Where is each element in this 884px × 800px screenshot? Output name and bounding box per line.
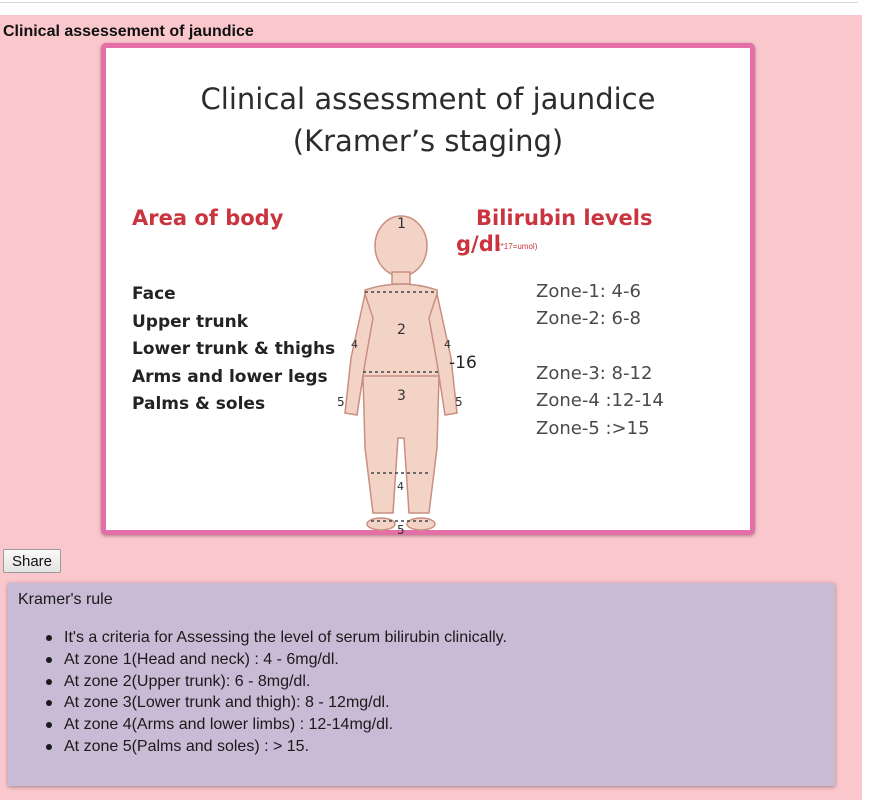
post-card <box>0 15 862 800</box>
zone-value: Zone-4 :12-14 <box>536 390 664 411</box>
list-item: It's a criteria for Assessing the level of serum bilirubin clinically. <box>46 627 507 649</box>
top-divider <box>0 2 858 3</box>
unit-label: g/dl <box>456 232 501 256</box>
area-item: Arms and lower legs <box>132 366 328 387</box>
infant-body-diagram <box>331 208 511 537</box>
kramers-rule-note <box>8 583 835 786</box>
area-item: Face <box>132 284 176 304</box>
slide-title: Clinical assessment of jaundice <box>200 82 656 116</box>
kramer-staging-image <box>101 43 755 535</box>
area-of-body-header: Area of body <box>132 206 284 230</box>
list-item: At zone 3(Lower trunk and thigh): 8 - 12mg/dl. <box>46 692 507 714</box>
zone-value: Zone-1: 4-6 <box>536 281 641 302</box>
list-item: At zone 1(Head and neck) : 4 - 6mg/dl. <box>46 649 507 671</box>
zone-4-leg-label: 4 <box>397 480 404 493</box>
zone-value: Zone-2: 6-8 <box>536 308 641 329</box>
zone-4-left-arm-label: 4 <box>351 338 358 351</box>
share-button[interactable]: Share <box>3 549 61 573</box>
zone-1-label: 1 <box>397 216 406 232</box>
note-list <box>46 627 507 758</box>
list-item: At zone 5(Palms and soles) : > 15. <box>46 736 507 758</box>
slide-subtitle: (Kramer’s staging) <box>292 124 564 158</box>
zone-5-feet-label: 5 <box>397 523 405 537</box>
note-title: Kramer's rule <box>18 591 113 608</box>
post-title: Clinical assessement of jaundice <box>3 23 254 40</box>
zone-value: Zone-3: 8-12 <box>536 363 653 384</box>
zone-value: Zone-5 :>15 <box>536 418 650 439</box>
zone-5-right-hand-label: 5 <box>455 395 463 409</box>
zone-2-label: 2 <box>397 322 406 338</box>
area-item: Lower trunk & thighs <box>132 339 336 359</box>
area-item: Palms & soles <box>132 394 266 414</box>
stray-label: -16 <box>449 353 477 373</box>
unit-note: (*17=umol) <box>498 242 538 251</box>
list-item: At zone 4(Arms and lower limbs) : 12-14mg/dl. <box>46 714 507 736</box>
list-item: At zone 2(Upper trunk): 6 - 8mg/dl. <box>46 671 507 693</box>
zone-3-label: 3 <box>397 388 406 404</box>
area-of-body-list <box>132 281 335 419</box>
zone-5-left-hand-label: 5 <box>337 395 345 409</box>
bilirubin-levels-header: Bilirubin levels <box>476 206 653 230</box>
area-item: Upper trunk <box>132 311 248 332</box>
zone-4-right-arm-label: 4 <box>444 338 451 351</box>
